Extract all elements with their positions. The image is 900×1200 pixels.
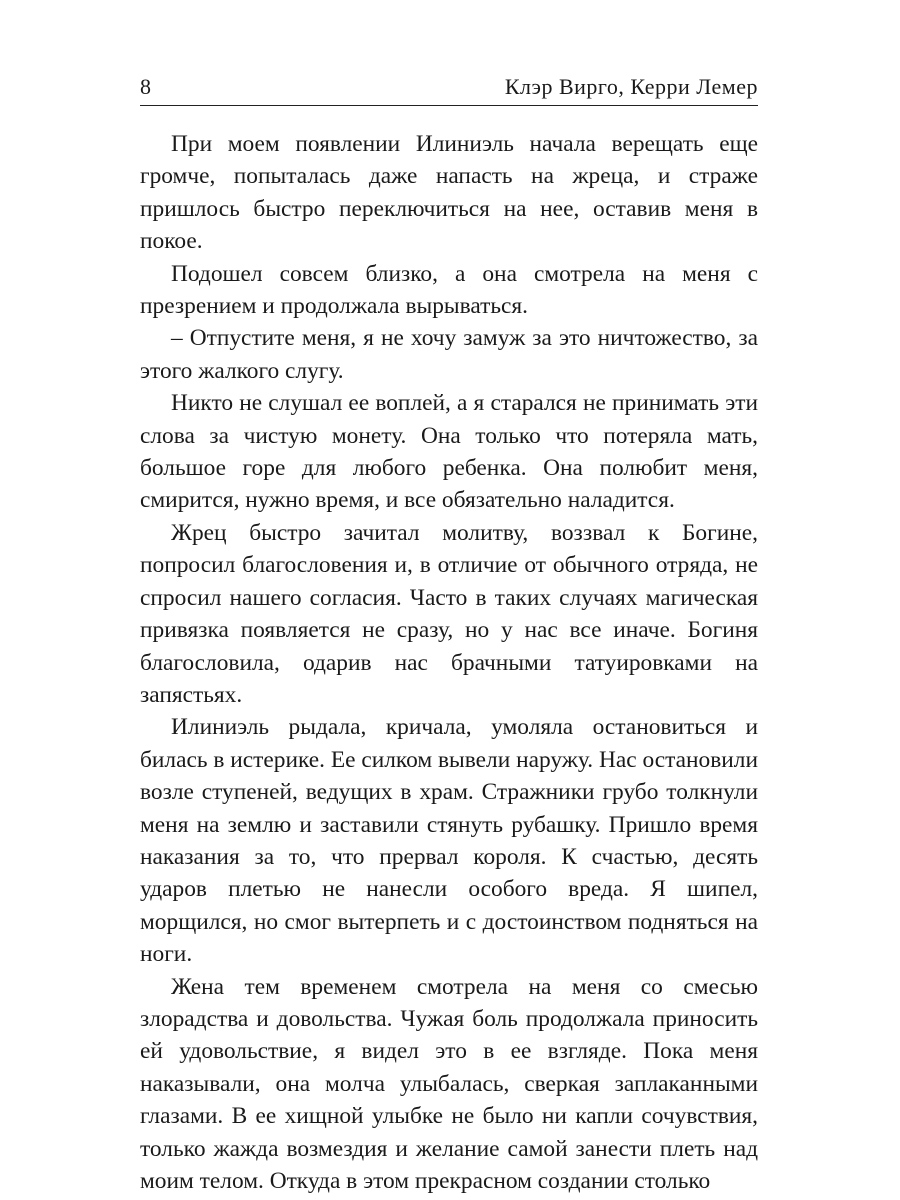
running-header xyxy=(140,66,758,100)
paragraph: При моем появлении Илиниэль начала верещать еще громче, попыталась даже напасть на жреца, и страже пришлось быстро переключиться на нее, оставив меня в покое. xyxy=(140,131,758,255)
running-title: Клэр Вирго, Керри Лемер xyxy=(504,74,758,99)
body-text xyxy=(140,128,758,1197)
paragraph: Никто не слушал ее воплей, а я старался не принимать эти слова за чистую монету. Она только что потеряла мать, большое горе для любого ребенка. Она полюбит меня, смирится, нужно время, и все обязательно наладится. xyxy=(140,390,758,514)
page-number: 8 xyxy=(140,74,152,99)
paragraph: Жена тем временем смотрела на меня со смесью злорадства и довольства. Чужая боль продолжала приносить ей удовольствие, я видел это в ее взгляде. Пока меня наказывали, она молча улыбалась, сверкая заплаканными глазами. В ее хищной улыбке не было ни капли сочувствия, только жажда возмездия и желание самой занести плеть над моим телом. Откуда в этом прекрасном создании столько xyxy=(140,973,758,1194)
paragraph: Подошел совсем близко, а она смотрела на меня с презрением и продолжала вырываться. xyxy=(140,260,758,320)
header-rule xyxy=(140,105,758,106)
dialogue-paragraph: – Отпустите меня, я не хочу замуж за это ничтожество, за этого жалкого слугу. xyxy=(140,325,758,384)
paragraph: Илиниэль рыдала, кричала, умоляла остановиться и билась в истерике. Ее силком вывели наружу. Нас остановили возле ступеней, ведущих в храм. Стражники грубо толкнули меня на землю и заставили стянуть рубашку. Пришло время наказания за то, что прервал короля. К счастью, десять ударов плетью не нанесли особого вреда. Я шипел, морщился, но смог вытерпеть и с достоинством подняться на ноги. xyxy=(140,714,758,968)
paragraph: Жрец быстро зачитал молитву, воззвал к Богине, попросил благословения и, в отличие от обычного отряда, не спросил нашего согласия. Часто в таких случаях магическая привязка появляется не сразу, но у нас все иначе. Богиня благословила, одарив нас брачными татуировками на запястьях. xyxy=(140,519,758,708)
